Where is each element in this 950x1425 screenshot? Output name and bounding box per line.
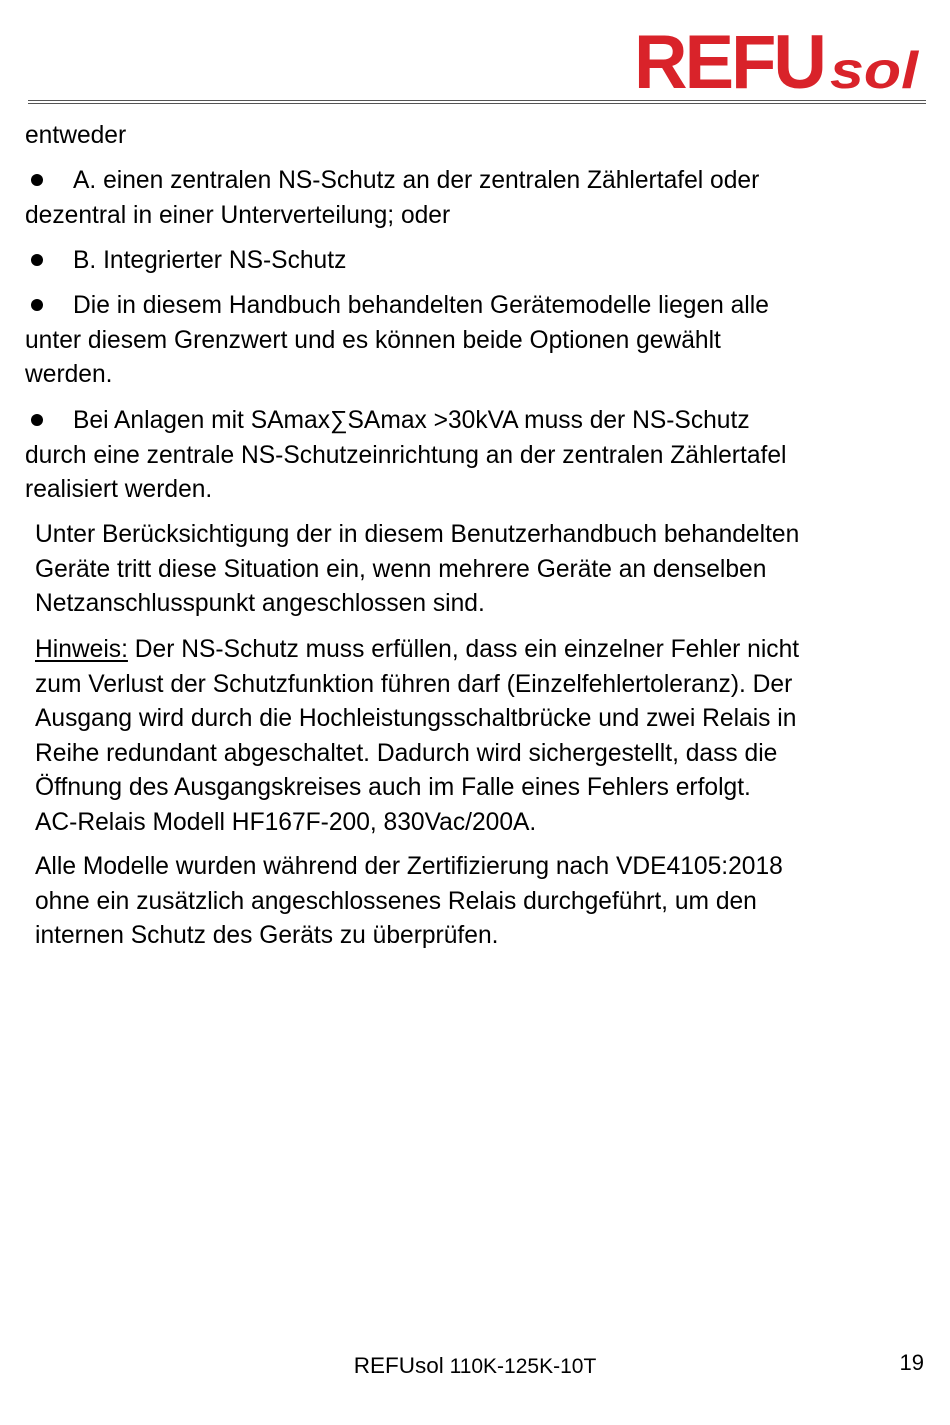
- paragraph-situation: Unter Berücksichtigung der in diesem Benutzerhandbuch behandelten Geräte tritt diese Situation ein, wenn mehrere Geräte an denselben Netzanschlusspunkt angeschlossen sind.: [35, 521, 800, 617]
- footer-brand: REFUsol: [353, 1353, 444, 1378]
- bullet-text: A. einen zentralen NS-Schutz an der zentralen Zählertafel oder dezentral in einer Unterverteilung; oder: [25, 167, 760, 229]
- bullet-icon: [31, 414, 43, 426]
- bullet-text: Bei Anlagen mit SAmax∑SAmax >30kVA muss der NS-Schutz durch eine zentrale NS-Schutzeinrichtung an der zentralen Zählertafel realisiert werden.: [25, 407, 787, 503]
- intro-text: entweder: [25, 122, 127, 149]
- hinweis-label: Hinweis:: [35, 636, 128, 663]
- page-number: 19: [899, 1350, 924, 1375]
- bullet-item-b: [25, 244, 925, 279]
- footer-title: [0, 1353, 950, 1379]
- bullet-icon: [31, 299, 43, 311]
- header-rule-secondary: [28, 103, 926, 104]
- bullet-icon: [31, 254, 43, 266]
- bullet-item-c: [25, 289, 925, 393]
- bullet-item-d: [25, 404, 925, 508]
- header-rule: [28, 100, 926, 101]
- bullet-item-a: [25, 164, 925, 233]
- svg-text:REFU: REFU: [634, 28, 824, 94]
- paragraph-certification: Alle Modelle wurden während der Zertifizierung nach VDE4105:2018 ohne ein zusätzlich angeschlossenes Relais durchgeführt, um den internen Schutz des Geräts zu überprüfen.: [35, 853, 783, 949]
- hinweis-text: Der NS-Schutz muss erfüllen, dass ein einzelner Fehler nicht zum Verlust der Schutzfunktion führen darf (Einzelfehlertoleranz). Der Ausgang wird durch die Hochleistungsschaltbrücke und zwei Relais in Reihe redundant abgeschaltet. Dadurch wird sichergestellt, dass die Öffnung des Ausgangskreises auch im Falle eines Fehlers erfolgt. AC-Relais Modell HF167F-200, 830Vac/200A.: [35, 636, 800, 836]
- bullet-text: B. Integrierter NS-Schutz: [73, 247, 347, 274]
- refusol-logo: [634, 28, 924, 94]
- bullet-text: Die in diesem Handbuch behandelten Gerätemodelle liegen alle unter diesem Grenzwert und es können beide Optionen gewählt werden.: [25, 292, 769, 388]
- svg-text:sol: sol: [830, 42, 920, 94]
- bullet-icon: [31, 174, 43, 186]
- footer-model: 110K-125K-10T: [443, 1355, 597, 1378]
- paragraph-hinweis: [35, 633, 925, 840]
- refusol-logo-mark: [634, 28, 924, 94]
